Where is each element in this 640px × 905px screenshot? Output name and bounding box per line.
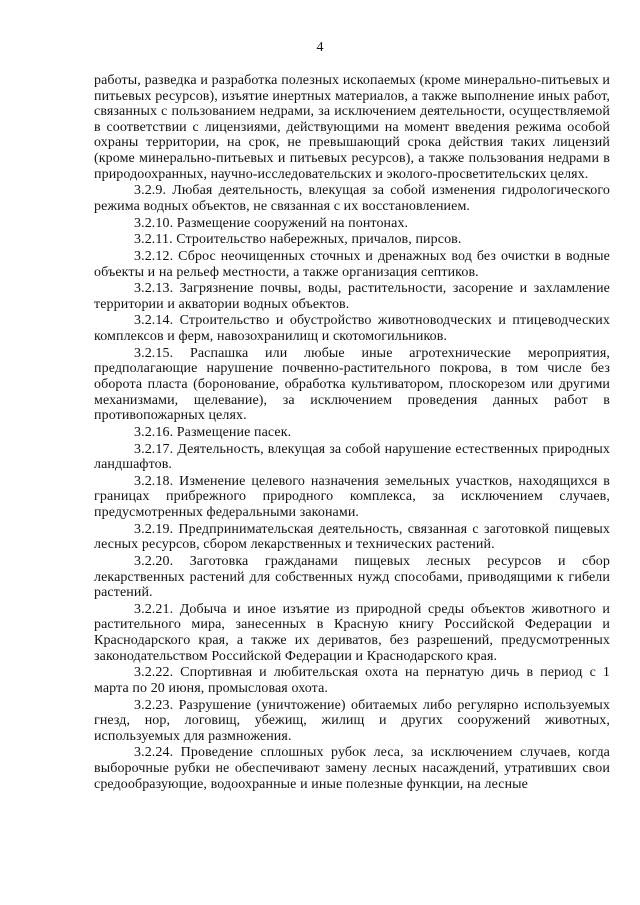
- page-number: 4: [316, 40, 324, 55]
- paragraph-item: 3.2.11. Строительство набережных, причалов, пирсов.: [134, 232, 462, 248]
- paragraph-item: 3.2.14. Строительство и обустройство животноводческих и птицеводческих комплексов и ферм, навозохранилищ и скотомогильников.: [94, 313, 610, 345]
- paragraph-item: 3.2.17. Деятельность, влекущая за собой нарушение естественных природных ландшафтов.: [94, 441, 610, 473]
- paragraph-item: 3.2.22. Спортивная и любительская охота на пернатую дичь в период с 1 марта по 20 июня, промысловая охота.: [94, 665, 610, 696]
- document-body: [94, 73, 610, 792]
- paragraph-item: 3.2.16. Размещение пасек.: [134, 424, 292, 440]
- paragraph-item: 3.2.9. Любая деятельность, влекущая за собой изменения гидрологического режима водных объектов, не связанная с их восстановлением.: [94, 183, 610, 214]
- paragraph-item: 3.2.23. Разрушение (уничтожение) обитаемых либо регулярно используемых гнезд, нор, логовищ, убежищ, жилищ и других сооружений животных, используемых для размножения.: [94, 697, 610, 744]
- paragraph-item: 3.2.21. Добыча и иное изъятие из природной среды объектов животного и растительного мира, занесенных в Красную книгу Российской Федерации и Краснодарского края, а также их дериватов, без разрешений, предусмотренных законодательством Российской Федерации и Краснодарского края.: [94, 601, 610, 664]
- paragraph-item: 3.2.10. Размещение сооружений на понтонах.: [134, 215, 409, 231]
- paragraph-item: 3.2.15. Распашка или любые иные агротехнические мероприятия, предполагающие нарушение почвенно-растительного покрова, в том числе без оборота пласта (боронование, обработка культиватором, плоскорезом или другими механизмами, щелевание), за исключением проведения данных работ в противопожарных целях.: [94, 345, 610, 424]
- paragraph-item: 3.2.13. Загрязнение почвы, воды, растительности, засорение и захламление территории и акватории водных объектов.: [94, 281, 610, 312]
- paragraph-item: 3.2.18. Изменение целевого назначения земельных участков, находящихся в границах прибрежного природного комплекса, за исключением случаев, предусмотренных федеральными законами.: [94, 473, 610, 520]
- paragraph-continuation: работы, разведка и разработка полезных ископаемых (кроме минерально-питьевых и питьевых ресурсов), изъятие инертных материалов, а также выполнение иных работ, связанных с пользованием недрами, за исключением деятельности, осуществляемой в соответствии с лицензиями, действующими на момент введения режима особой охраны территории, на срок, не превышающий срока действия таких лицензий (кроме минерально-питьевых и питьевых ресурсов), а также пользования недрами в природоохранных, научно-исследовательских и эколого-просветительских целях.: [94, 73, 610, 182]
- paragraph-item: 3.2.19. Предпринимательская деятельность, связанная с заготовкой пищевых лесных ресурсов, сбором лекарственных и технических растений.: [94, 521, 610, 553]
- paragraph-item: 3.2.24. Проведение сплошных рубок леса, за исключением случаев, когда выборочные рубки не обеспечивают замену лесных насаждений, утративших свои средообразующие, водоохранные и иные полезные функции, на лесные: [94, 745, 610, 792]
- paragraph-item: 3.2.12. Сброс неочищенных сточных и дренажных вод без очистки в водные объекты и на рельеф местности, а также организация септиков.: [94, 248, 610, 280]
- paragraph-item: 3.2.20. Заготовка гражданами пищевых лесных ресурсов и сбор лекарственных растений для собственных нужд способами, приводящими к гибели растений.: [94, 553, 610, 601]
